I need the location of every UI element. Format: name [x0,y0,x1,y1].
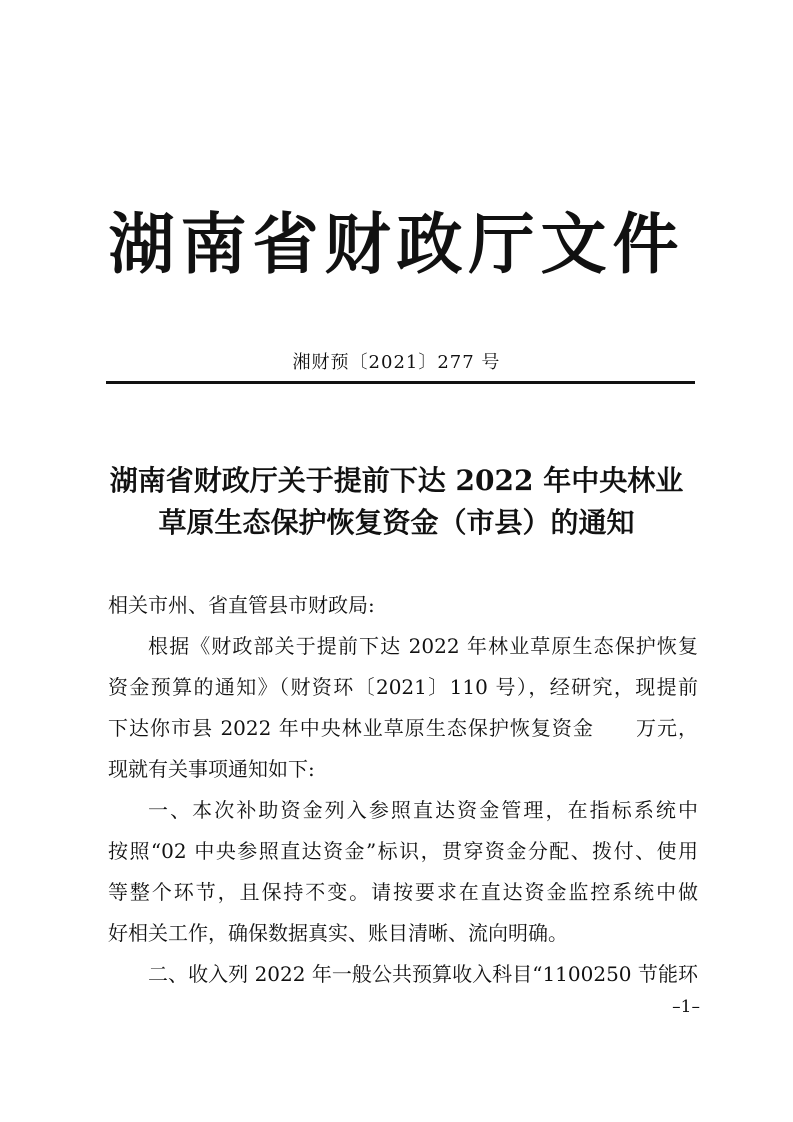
notice-body [108,585,698,995]
page-number: –1– [672,997,700,1017]
body-line: 现就有关事项通知如下: [108,757,315,781]
notice-title-line: 草原生态保护恢复资金（市县）的通知 [158,506,635,539]
body-line: 等整个环节，且保持不变。请按要求在直达资金监控系统中做 [108,880,698,904]
body-line: 二、收入列 2022 年一般公共预算收入科目“1100250 节能环 [148,962,698,986]
notice-title [60,460,733,544]
body-line: 资金预算的通知》（财资环〔2021〕110 号），经研究，现提前 [108,675,698,699]
body-line: 下达你市县 2022 年中央林业草原生态保护恢复资金 万元， [108,716,698,740]
body-line: 按照“02 中央参照直达资金”标识，贯穿资金分配、拨付、使用 [108,839,698,863]
body-line: 一、本次补助资金列入参照直达资金管理，在指标系统中 [148,798,698,822]
body-line: 根据《财政部关于提前下达 2022 年林业草原生态保护恢复 [148,634,698,658]
document-header-title: 湖南省财政厅文件 [108,206,685,283]
document-number: 湘财预〔2021〕277 号 [292,352,501,373]
notice-title-line: 湖南省财政厅关于提前下达 2022 年中央林业 [109,464,684,497]
header-divider [106,381,695,384]
salutation-line: 相关市州、省直管县市财政局: [108,593,375,617]
body-line: 好相关工作，确保数据真实、账目清晰、流向明确。 [108,921,568,945]
